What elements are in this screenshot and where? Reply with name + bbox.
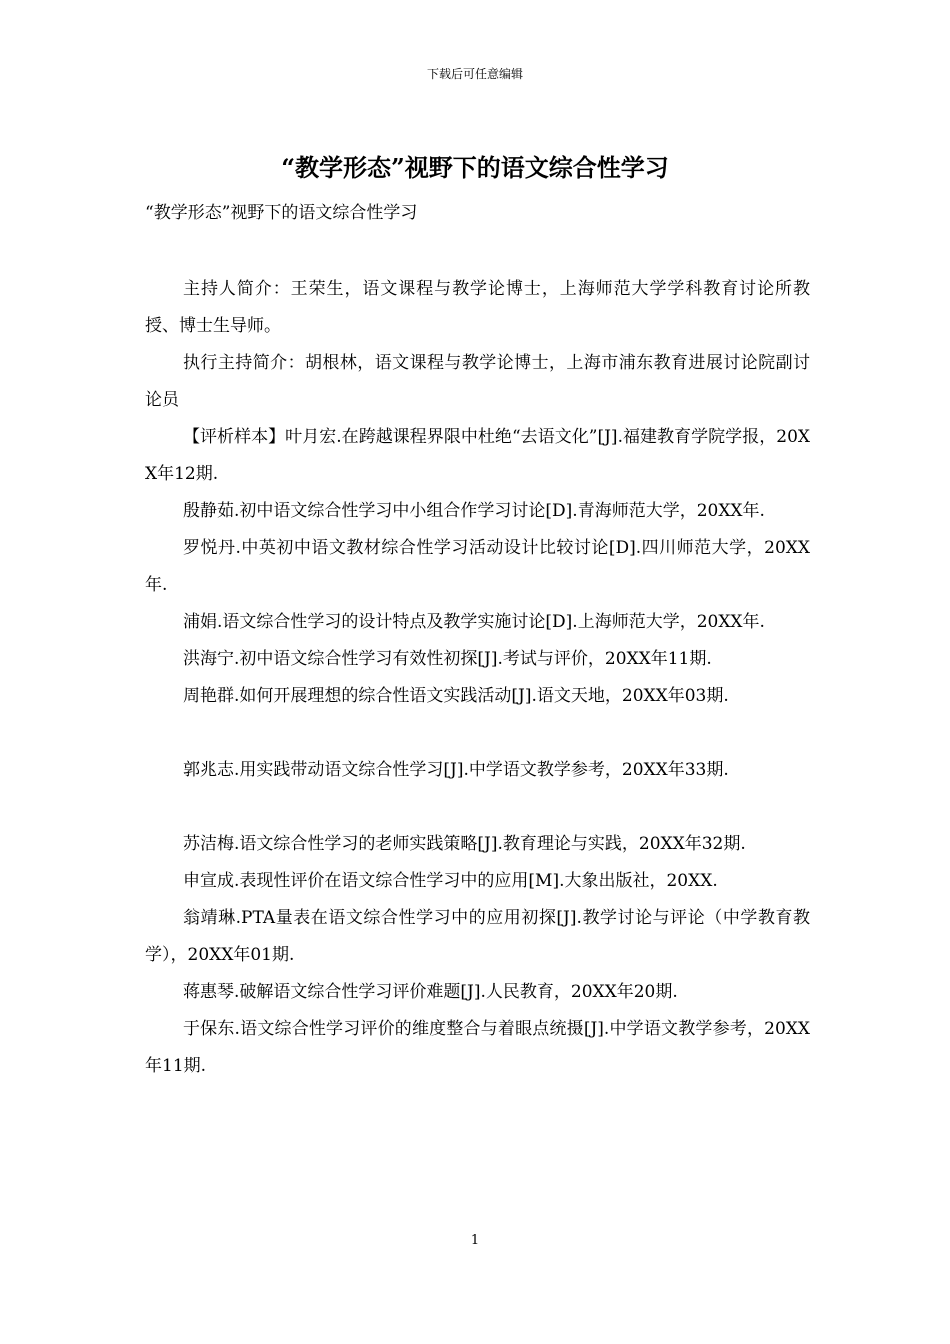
blank-line: [145, 789, 810, 826]
blank-line: [145, 715, 810, 752]
reference-item: 于保东.语文综合性学习评价的维度整合与着眼点统摄[J].中学语文教学参考，20XX年11期.: [145, 1019, 810, 1076]
reference-item: 翁靖琳.PTA量表在语文综合性学习中的应用初探[J].教学讨论与评论（中学教育教学），20XX年01期.: [145, 908, 810, 965]
document-body: [145, 271, 810, 1085]
reference-item: 周艳群.如何开展理想的综合性语文实践活动[J].语文天地，20XX年03期.: [183, 686, 729, 706]
reference-item: 苏洁梅.语文综合性学习的老师实践策略[J].教育理论与实践，20XX年32期.: [183, 834, 746, 854]
reference-item: 【评析样本】叶月宏.在跨越课程界限中杜绝“去语文化”[J].福建教育学院学报，20XX年12期.: [145, 427, 810, 484]
host-intro-paragraph: 主持人简介：王荣生，语文课程与教学论博士，上海师范大学学科教育讨论所教授、博士生导师。: [145, 279, 810, 336]
reference-item: 郭兆志.用实践带动语文综合性学习[J].中学语文教学参考，20XX年33期.: [183, 760, 729, 780]
document-title: “教学形态”视野下的语文综合性学习: [281, 153, 669, 182]
reference-item: 蒋惠琴.破解语文综合性学习评价难题[J].人民教育，20XX年20期.: [183, 982, 678, 1002]
reference-item: 罗悦丹.中英初中语文教材综合性学习活动设计比较讨论[D].四川师范大学，20XX年.: [145, 538, 810, 595]
reference-item: 浦娟.语文综合性学习的设计特点及教学实施讨论[D].上海师范大学，20XX年.: [183, 612, 765, 632]
document-subtitle: “教学形态”视野下的语文综合性学习: [145, 203, 418, 223]
executive-host-intro-paragraph: 执行主持简介：胡根林，语文课程与教学论博士，上海市浦东教育进展讨论院副讨论员: [145, 353, 810, 410]
header-note: 下载后可任意编辑: [426, 67, 523, 81]
reference-item: 申宣成.表现性评价在语文综合性学习中的应用[M].大象出版社，20XX.: [183, 871, 718, 891]
page-number: 1: [470, 1233, 480, 1248]
reference-item: 殷静茹.初中语文综合性学习中小组合作学习讨论[D].青海师范大学，20XX年.: [183, 501, 765, 521]
reference-item: 洪海宁.初中语文综合性学习有效性初探[J].考试与评价，20XX年11期.: [183, 649, 712, 669]
